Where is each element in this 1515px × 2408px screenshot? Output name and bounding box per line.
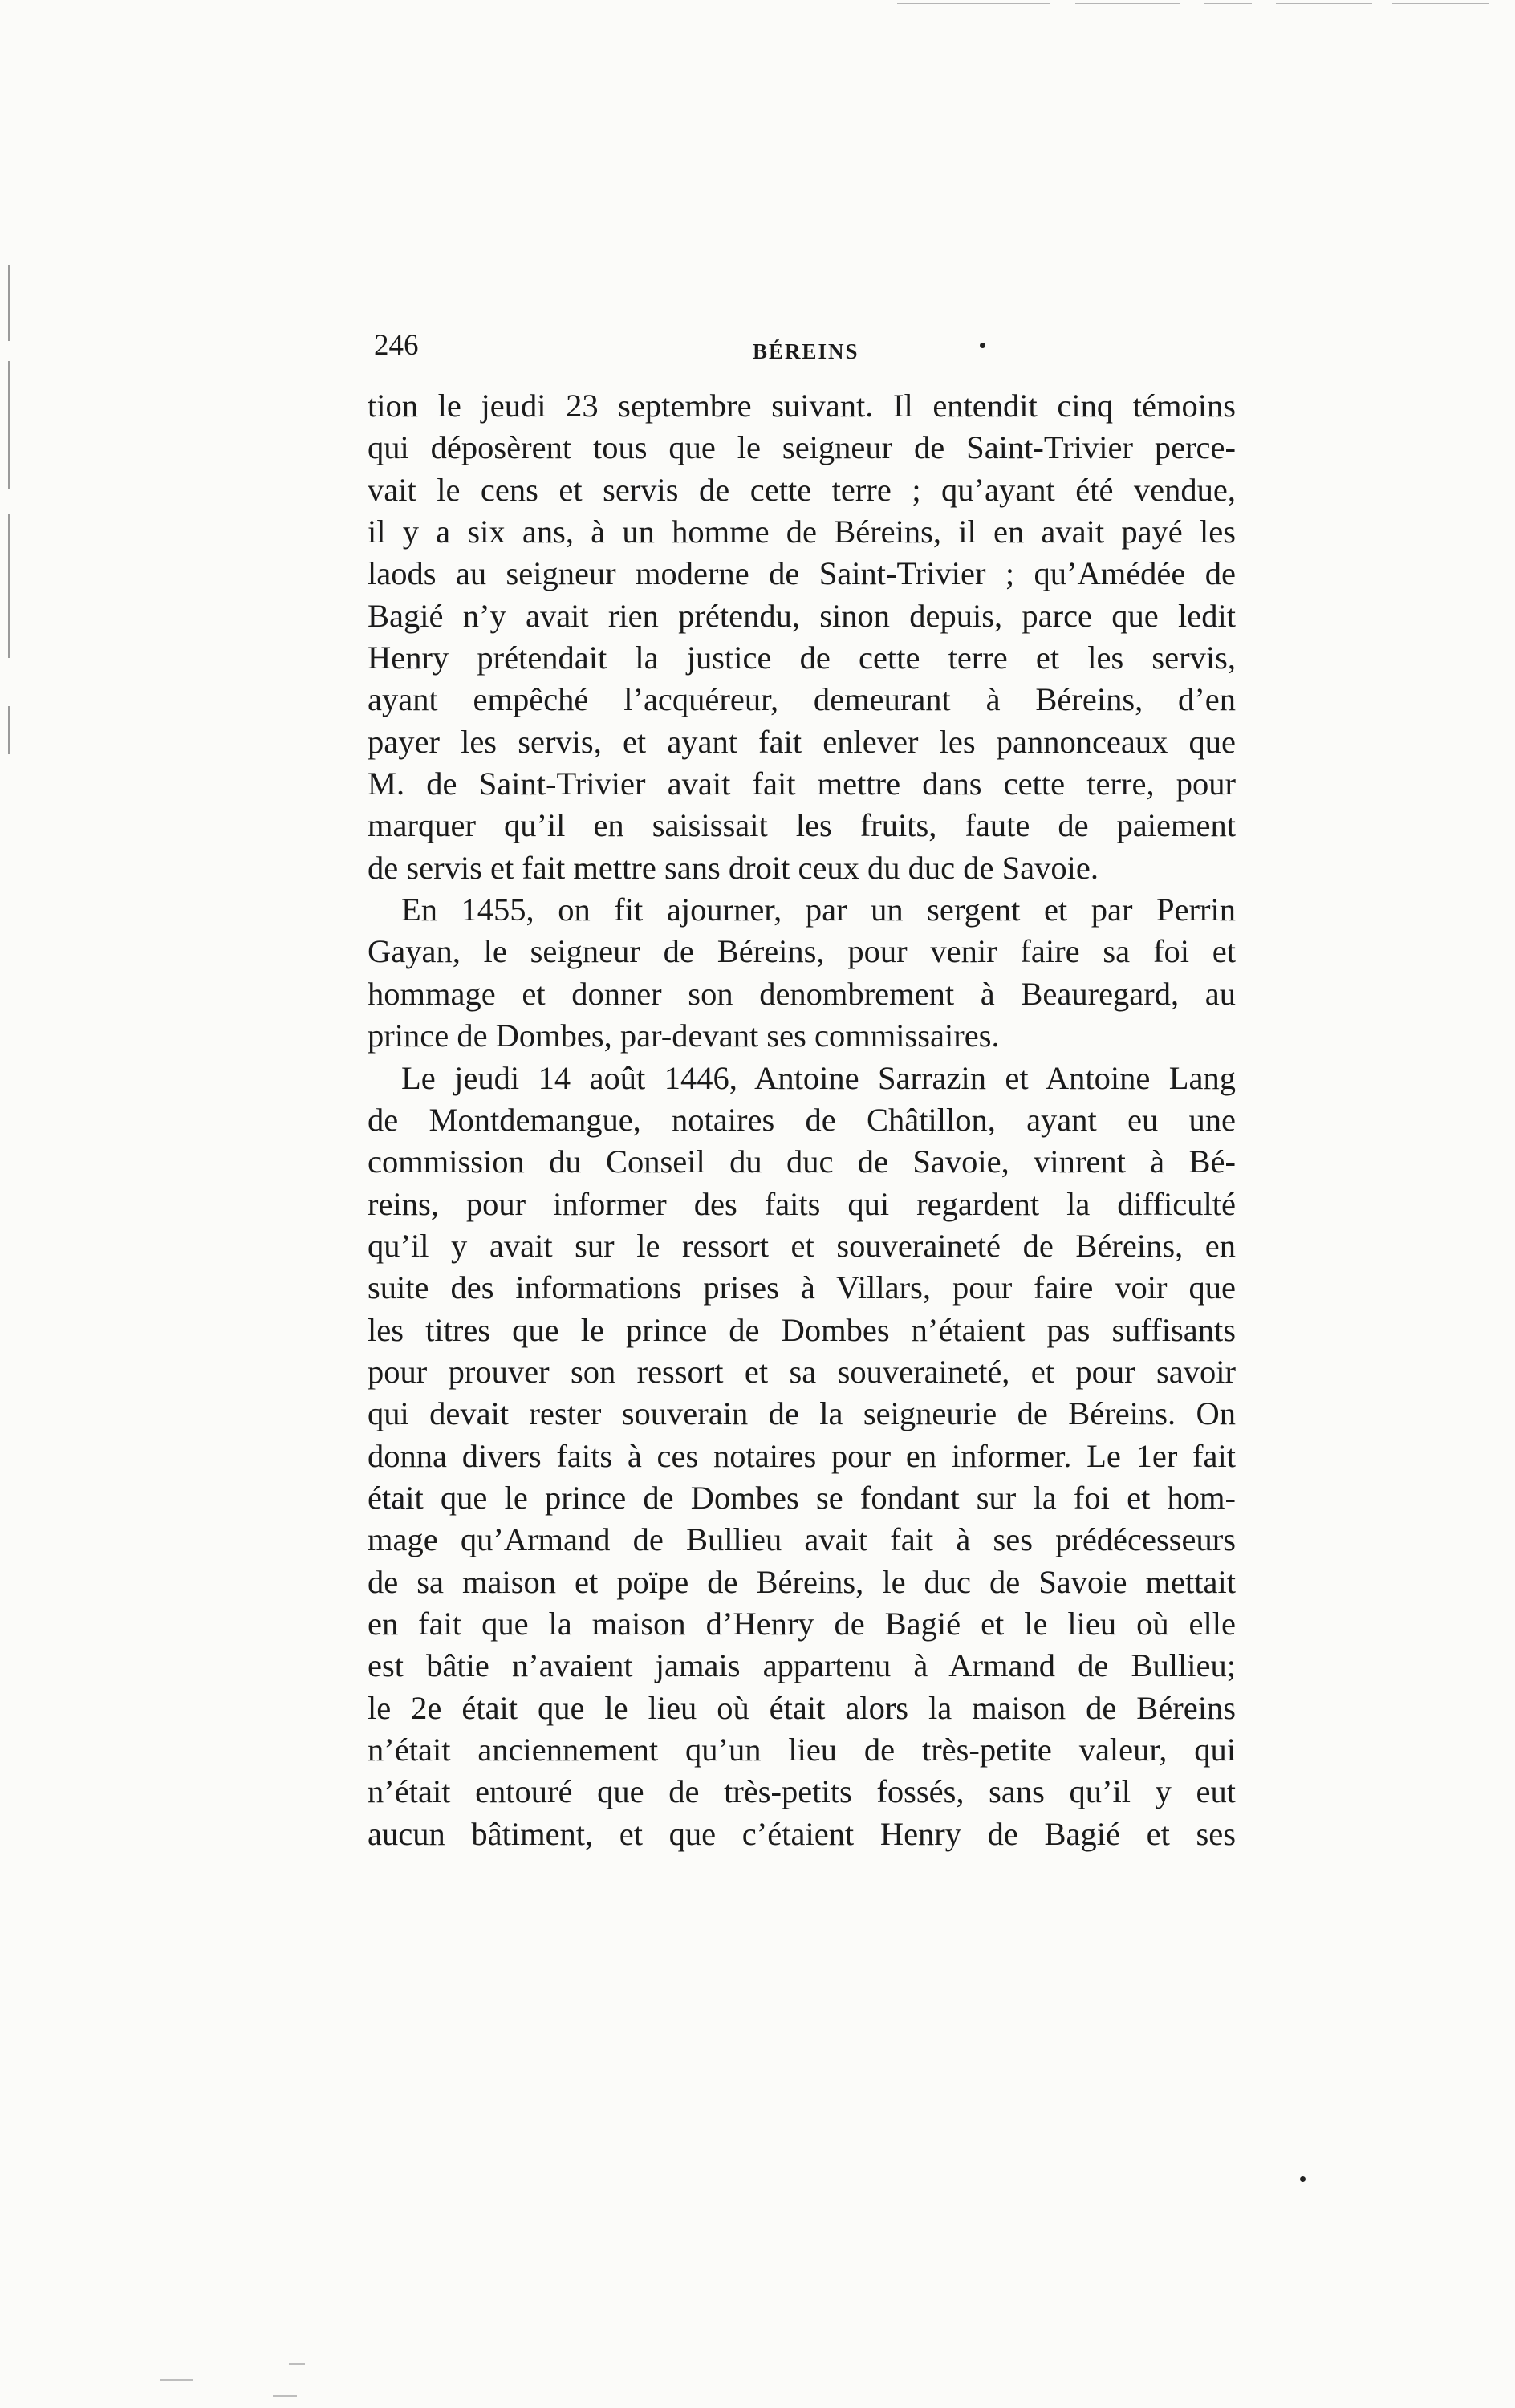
text-line: qu’il y avait sur le ressort et souveraineté de Béreins, en bbox=[368, 1227, 1236, 1264]
text-line: il y a six ans, à un homme de Béreins, il en avait payé les bbox=[368, 514, 1236, 550]
page-header bbox=[374, 326, 1241, 374]
text-line: aucun bâtiment, et que c’étaient Henry de Bagié et ses bbox=[368, 1815, 1236, 1852]
text-line: Bagié n’y avait rien prétendu, sinon depuis, parce que ledit bbox=[368, 597, 1236, 634]
text-line: tion le jeudi 23 septembre suivant. Il entendit cinq témoins bbox=[368, 388, 1236, 424]
page-number: 246 bbox=[374, 329, 419, 362]
binding-mark bbox=[8, 265, 10, 341]
binding-mark bbox=[8, 361, 10, 489]
text-line: donna divers faits à ces notaires pour en informer. Le 1er fait bbox=[368, 1437, 1236, 1474]
text-line: en fait que la maison d’Henry de Bagié et le lieu où elle bbox=[368, 1605, 1236, 1642]
text-line: hommage et donner son denombrement à Beauregard, au bbox=[368, 975, 1236, 1012]
bottom-edge-speck bbox=[273, 2395, 297, 2397]
top-edge-rule bbox=[1276, 3, 1372, 4]
text-line: n’était entouré que de très-petits fossés, sans qu’il y eut bbox=[368, 1773, 1236, 1810]
text-line: était que le prince de Dombes se fondant sur la foi et hom- bbox=[368, 1479, 1236, 1516]
text-line: de servis et fait mettre sans droit ceux du duc de Savoie. bbox=[368, 849, 1099, 886]
text-line: marquer qu’il en saisissait les fruits, faute de paiement bbox=[368, 807, 1236, 844]
top-edge-rule bbox=[1075, 3, 1180, 4]
stray-dot bbox=[1300, 2176, 1306, 2182]
bottom-edge-speck bbox=[289, 2363, 305, 2365]
binding-mark bbox=[8, 706, 10, 754]
text-line: qui devait rester souverain de la seigneurie de Béreins. On bbox=[368, 1395, 1236, 1432]
text-line: les titres que le prince de Dombes n’étaient pas suffisants bbox=[368, 1311, 1236, 1348]
text-line: mage qu’Armand de Bullieu avait fait à ses prédécesseurs bbox=[368, 1521, 1236, 1558]
text-line: laods au seigneur moderne de Saint-Trivier ; qu’Amédée de bbox=[368, 555, 1236, 592]
text-line: Gayan, le seigneur de Béreins, pour venir faire sa foi et bbox=[368, 933, 1236, 970]
text-line: payer les servis, et ayant fait enlever les pannonceaux que bbox=[368, 723, 1236, 760]
paragraph-first-line: En 1455, on fit ajourner, par un sergent et par Perrin bbox=[401, 891, 1236, 928]
running-head: BÉREINS bbox=[753, 339, 859, 363]
text-line: ayant empêché l’acquéreur, demeurant à Béreins, d’en bbox=[368, 681, 1236, 718]
binding-mark bbox=[8, 514, 10, 658]
paragraph-first-line: Le jeudi 14 août 1446, Antoine Sarrazin et Antoine Lang bbox=[401, 1059, 1236, 1096]
text-line: est bâtie n’avaient jamais appartenu à Armand de Bullieu; bbox=[368, 1647, 1236, 1684]
text-line: le 2e était que le lieu où était alors la maison de Béreins bbox=[368, 1689, 1236, 1726]
top-edge-rule bbox=[1204, 3, 1252, 4]
text-line: prince de Dombes, par-devant ses commissaires. bbox=[368, 1017, 1000, 1054]
text-line: de sa maison et poïpe de Béreins, le duc de Savoie mettait bbox=[368, 1563, 1236, 1600]
text-line: n’était anciennement qu’un lieu de très-petite valeur, qui bbox=[368, 1732, 1236, 1768]
top-edge-rule bbox=[897, 3, 1050, 4]
text-line: commission du Conseil du duc de Savoie, vinrent à Bé- bbox=[368, 1143, 1236, 1180]
text-line: M. de Saint-Trivier avait fait mettre dans cette terre, pour bbox=[368, 765, 1236, 802]
text-line: qui déposèrent tous que le seigneur de Saint-Trivier perce- bbox=[368, 429, 1236, 466]
bottom-edge-speck bbox=[160, 2379, 193, 2381]
text-line: suite des informations prises à Villars, pour faire voir que bbox=[368, 1269, 1236, 1306]
text-line: Henry prétendait la justice de cette terre et les servis, bbox=[368, 640, 1236, 676]
text-line: pour prouver son ressort et sa souveraineté, et pour savoir bbox=[368, 1353, 1236, 1390]
text-line: vait le cens et servis de cette terre ; qu’ayant été vendue, bbox=[368, 471, 1236, 508]
text-line: de Montdemangue, notaires de Châtillon, ayant eu une bbox=[368, 1101, 1236, 1138]
top-edge-rule bbox=[1392, 3, 1489, 4]
body-text bbox=[368, 385, 1236, 1855]
text-line: reins, pour informer des faits qui regardent la difficulté bbox=[368, 1185, 1236, 1222]
